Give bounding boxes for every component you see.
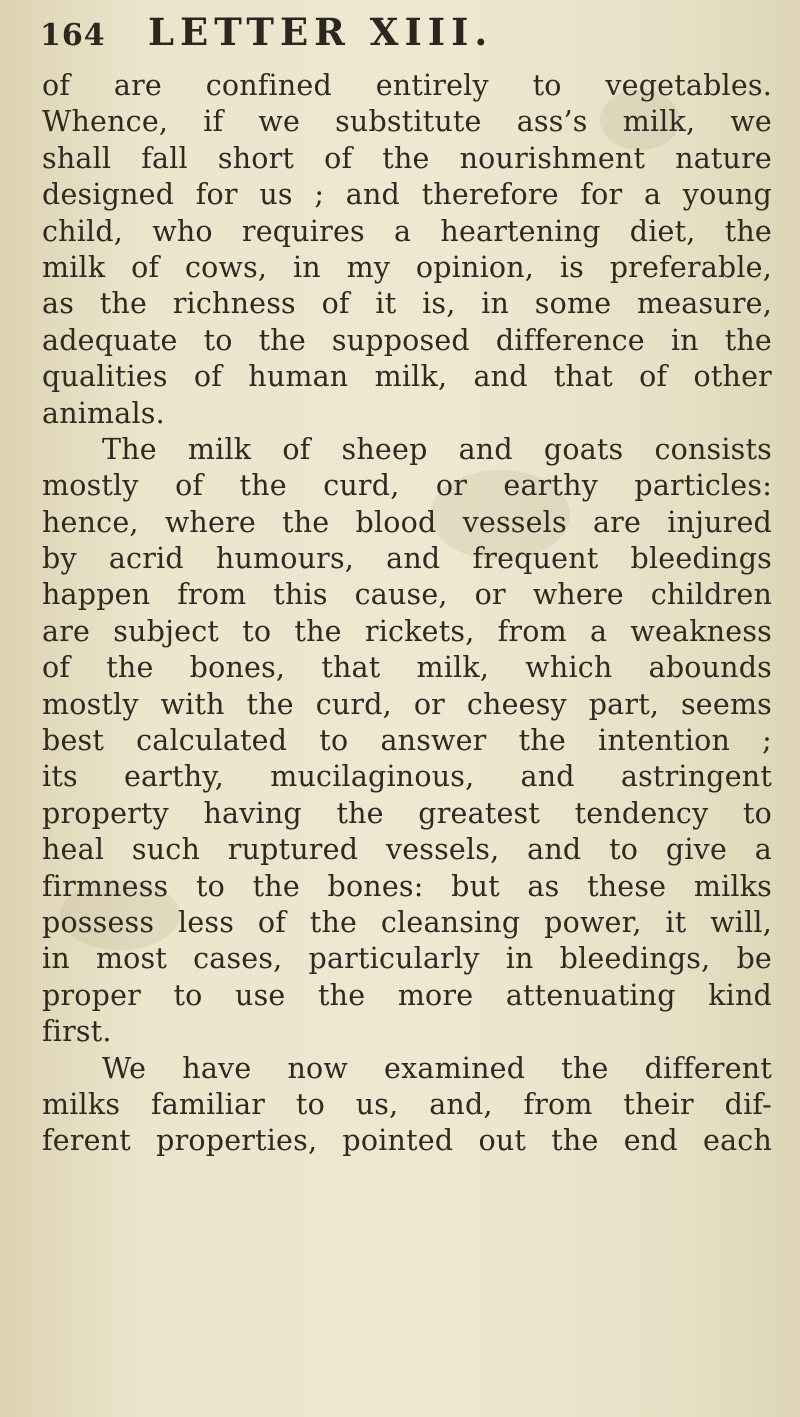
text-line: property having the greatest tendency to — [42, 796, 772, 830]
text-line: qualities of human milk, and that of other — [42, 360, 772, 394]
page-header — [40, 8, 780, 70]
text-line: adequate to the supposed difference in the — [42, 323, 772, 357]
text-line: ferent properties, pointed out the end each — [42, 1124, 772, 1158]
text-line: firmness to the bones: but as these milks — [42, 869, 772, 903]
text-line: heal such ruptured vessels, and to give a — [42, 833, 772, 867]
text-line: Whence, if we substitute ass’s milk, we — [42, 105, 772, 139]
text-line: milks familiar to us, and, from their dif- — [42, 1087, 772, 1121]
text-line: by acrid humours, and frequent bleedings — [42, 542, 772, 576]
text-line: possess less of the cleansing power, it will, — [42, 905, 772, 939]
text-line: hence, where the blood vessels are injured — [42, 505, 772, 539]
text-line: of the bones, that milk, which abounds — [42, 651, 772, 685]
text-line: best calculated to answer the intention ; — [42, 724, 772, 758]
text-line: animals. — [42, 396, 165, 430]
text-line: its earthy, mucilaginous, and astringent — [42, 760, 772, 794]
text-line: shall fall short of the nourishment nature — [42, 141, 772, 175]
text-line: designed for us ; and therefore for a young — [42, 178, 772, 212]
text-line: mostly with the curd, or cheesy part, seems — [42, 687, 772, 721]
text-line: happen from this cause, or where children — [42, 578, 772, 612]
text-line: We have now examined the different — [102, 1051, 772, 1085]
text-line: mostly of the curd, or earthy particles: — [42, 469, 772, 503]
text-line: of are confined entirely to vegetables. — [42, 69, 772, 102]
running-head: LETTER XIII. — [148, 10, 494, 54]
text-line: in most cases, particularly in bleedings, be — [42, 942, 772, 976]
text-line: milk of cows, in my opinion, is preferable, — [42, 250, 772, 284]
text-line: as the richness of it is, in some measure, — [42, 287, 772, 321]
body-text — [42, 68, 772, 1160]
text-line: child, who requires a heartening diet, the — [42, 214, 772, 248]
text-line: first. — [42, 1015, 112, 1049]
text-line: The milk of sheep and goats consists — [102, 432, 772, 466]
text-line: are subject to the rickets, from a weakness — [42, 614, 772, 648]
page-number: 164 — [40, 18, 106, 53]
text-line: proper to use the more attenuating kind — [42, 978, 772, 1012]
